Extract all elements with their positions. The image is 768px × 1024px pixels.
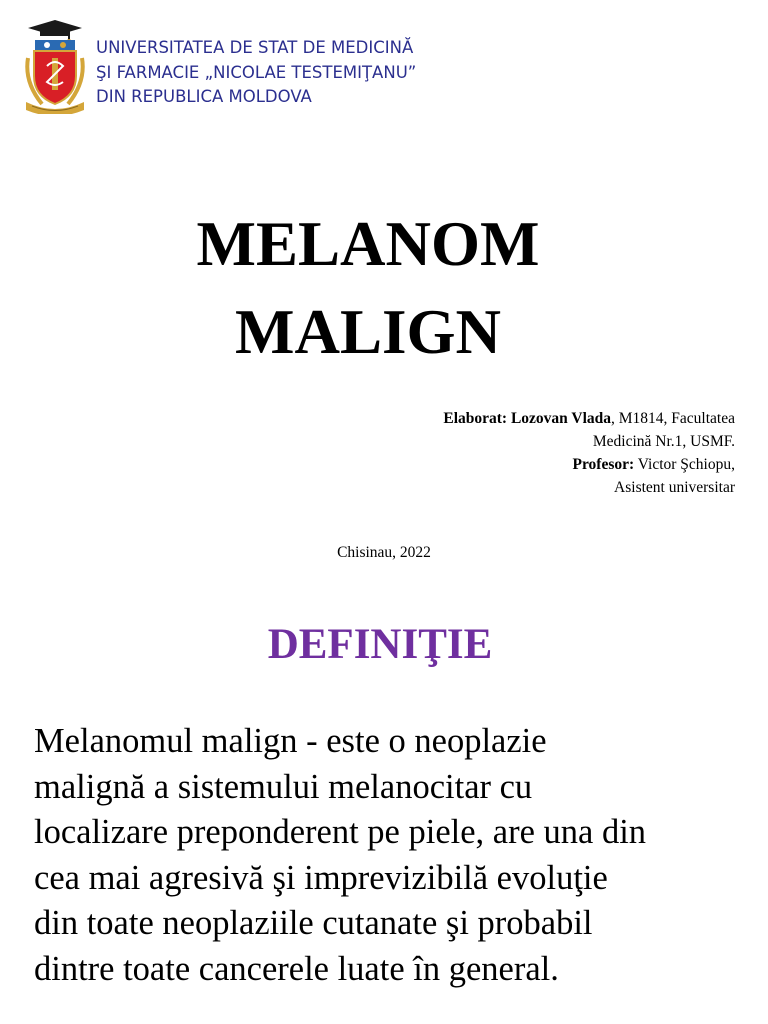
author-details-2: Medicină Nr.1, USMF. (592, 433, 735, 450)
definition-line: Melanomul malign - este o neoplazie (34, 722, 547, 760)
profesor-title: Asistent universitar (614, 479, 735, 496)
university-name-line-2: ŞI FARMACIE „NICOLAE TESTEMIŢANU” (96, 62, 417, 82)
place-date: Chisinau, 2022 (337, 544, 431, 561)
university-name (96, 36, 416, 110)
title-line-2: MALIGN (235, 297, 501, 367)
university-header (22, 18, 482, 114)
university-name-line-3: DIN REPUBLICA MOLDOVA (96, 87, 312, 106)
elaborat-label: Elaborat: (443, 410, 508, 427)
definition-line: cea mai agresivă şi imprevizibilă evoluţie (34, 858, 608, 897)
definition-line: din toate neoplaziile cutanate şi probabil (34, 904, 593, 943)
page-title (0, 200, 736, 376)
title-line-1: MELANOM (196, 209, 540, 279)
author-details-1: , M1814, Facultatea (611, 410, 735, 427)
profesor-name: Victor Şchiopu, (634, 456, 735, 473)
definition-line: localizare preponderent pe piele, are una din (34, 813, 647, 852)
definition-heading: DEFINIŢIE (267, 621, 493, 668)
author-name: Lozovan Vlada (510, 410, 612, 427)
definition-text (34, 719, 754, 993)
definition-line: malignă a sistemului melanocitar cu (34, 767, 533, 806)
profesor-label: Profesor: (572, 456, 635, 473)
profesor-line (315, 453, 735, 476)
author-line (315, 407, 735, 430)
university-name-line-1: UNIVERSITATEA DE STAT DE MEDICINĂ (96, 38, 414, 57)
university-crest-icon (22, 18, 88, 114)
definition-line: dintre toate cancerele luate în general. (34, 949, 559, 988)
author-info (315, 407, 735, 499)
